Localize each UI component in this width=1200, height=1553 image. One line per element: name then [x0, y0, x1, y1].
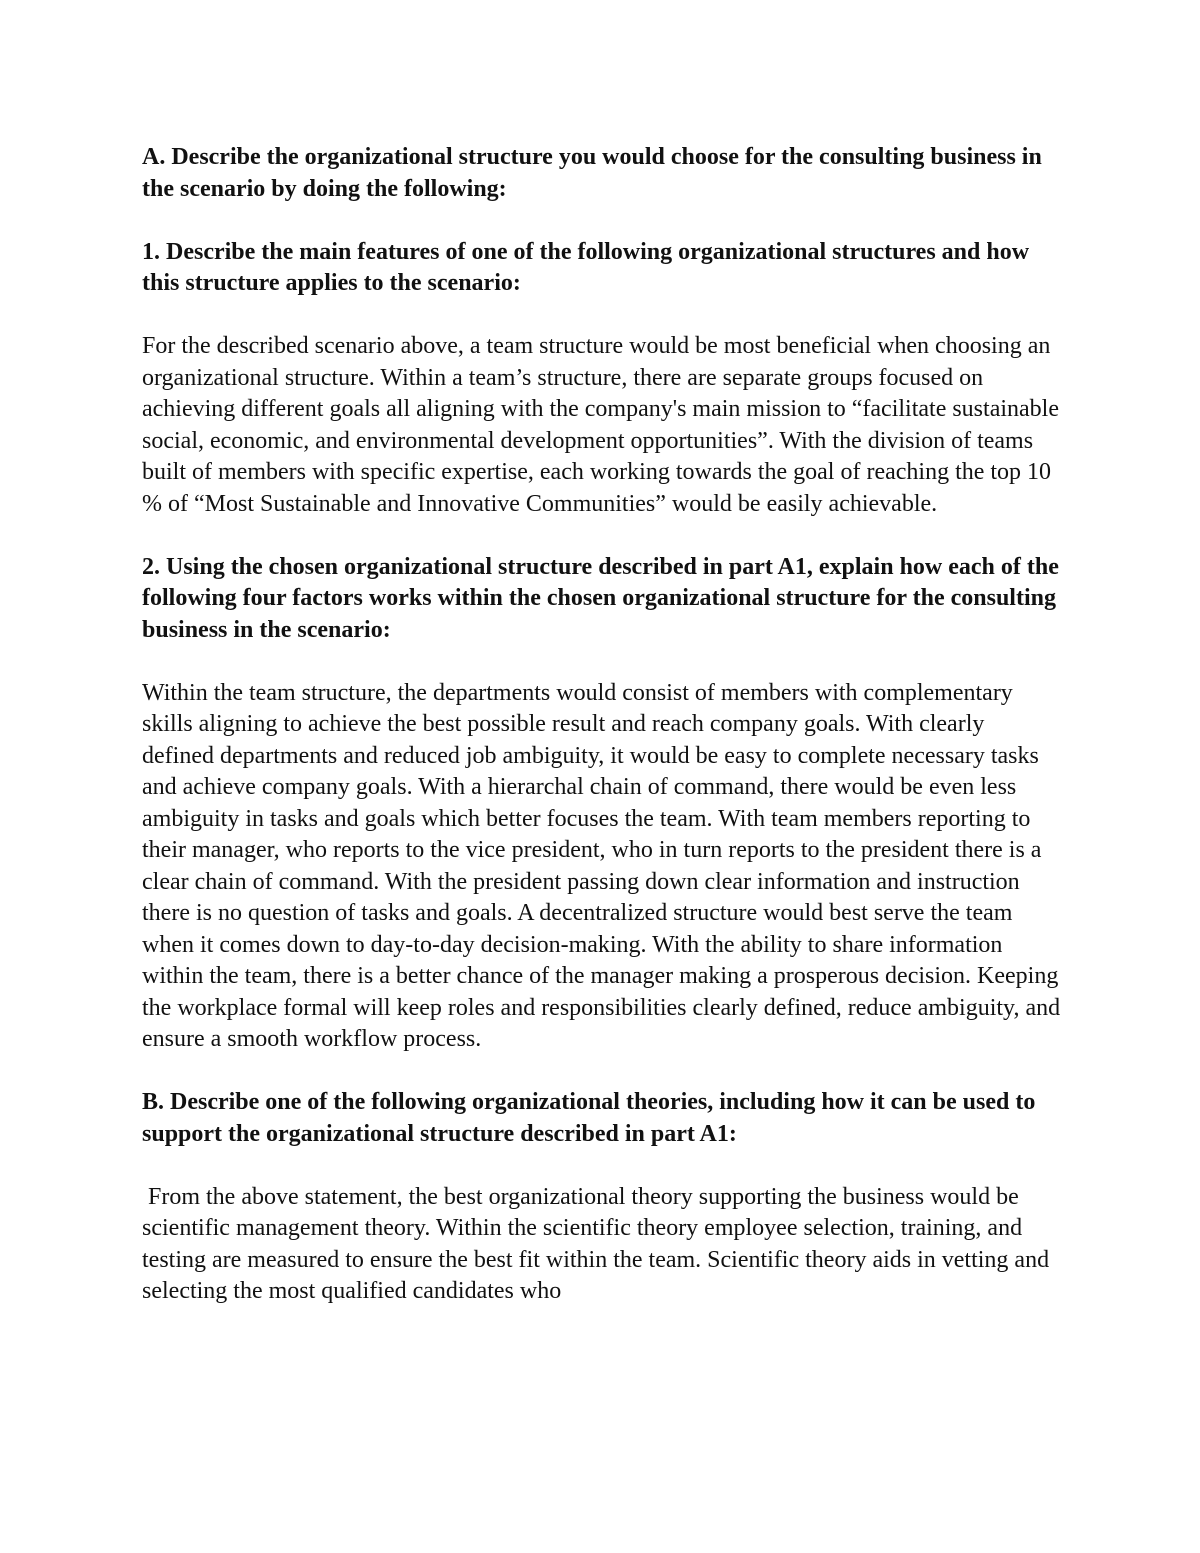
- section-b-answer: From the above statement, the best organizational theory supporting the business would be scientific management theory. Within the scientific theory employee selection, training, and testing are measured to ensure the best fit within the team. Scientific theory aids in vetting and selecting the most qualified candidates who: [142, 1183, 1056, 1304]
- section-a1-heading: 1. Describe the main features of one of the following organizational structures and how this structure applies to the scenario:: [142, 238, 1030, 296]
- section-a-heading: A. Describe the organizational structure you would choose for the consulting business in the scenario by doing the following:: [142, 144, 1042, 202]
- section-a1-answer: For the described scenario above, a team structure would be most beneficial when choosing an organizational structure. Within a team’s structure, there are separate groups focused on achieving different goals all aligning with the company's main mission to “facilitate sustainable social, economic, and environmental development opportunities”. With the division of teams built of members with specific expertise, each working towards the goal of reaching the top 10 % of “Most Sustainable and Innovative Communities” would be easily achievable.: [142, 333, 1059, 517]
- section-a2-heading: 2. Using the chosen organizational structure described in part A1, explain how each of the following four factors works within the chosen organizational structure for the consulting business in the scenario:: [142, 553, 1059, 643]
- section-b-heading: B. Describe one of the following organizational theories, including how it can be used to support the organizational structure described in part A1:: [142, 1089, 1036, 1147]
- section-a2-answer: Within the team structure, the departments would consist of members with complementary skills aligning to achieve the best possible result and reach company goals. With clearly defined departments and reduced job ambiguity, it would be easy to complete necessary tasks and achieve company goals. With a hierarchal chain of command, there would be even less ambiguity in tasks and goals which better focuses the team. With team members reporting to their manager, who reports to the vice president, who in turn reports to the president there is a clear chain of command. With the president passing down clear information and instruction there is no question of tasks and goals. A decentralized structure would best serve the team when it comes down to day-to-day decision-making. With the ability to share information within the team, there is a better chance of the manager making a prosperous decision. Keeping the workplace formal will keep roles and responsibilities clearly defined, reduce ambiguity, and ensure a smooth workflow process.: [142, 679, 1061, 1052]
- document-body: [142, 142, 1062, 1339]
